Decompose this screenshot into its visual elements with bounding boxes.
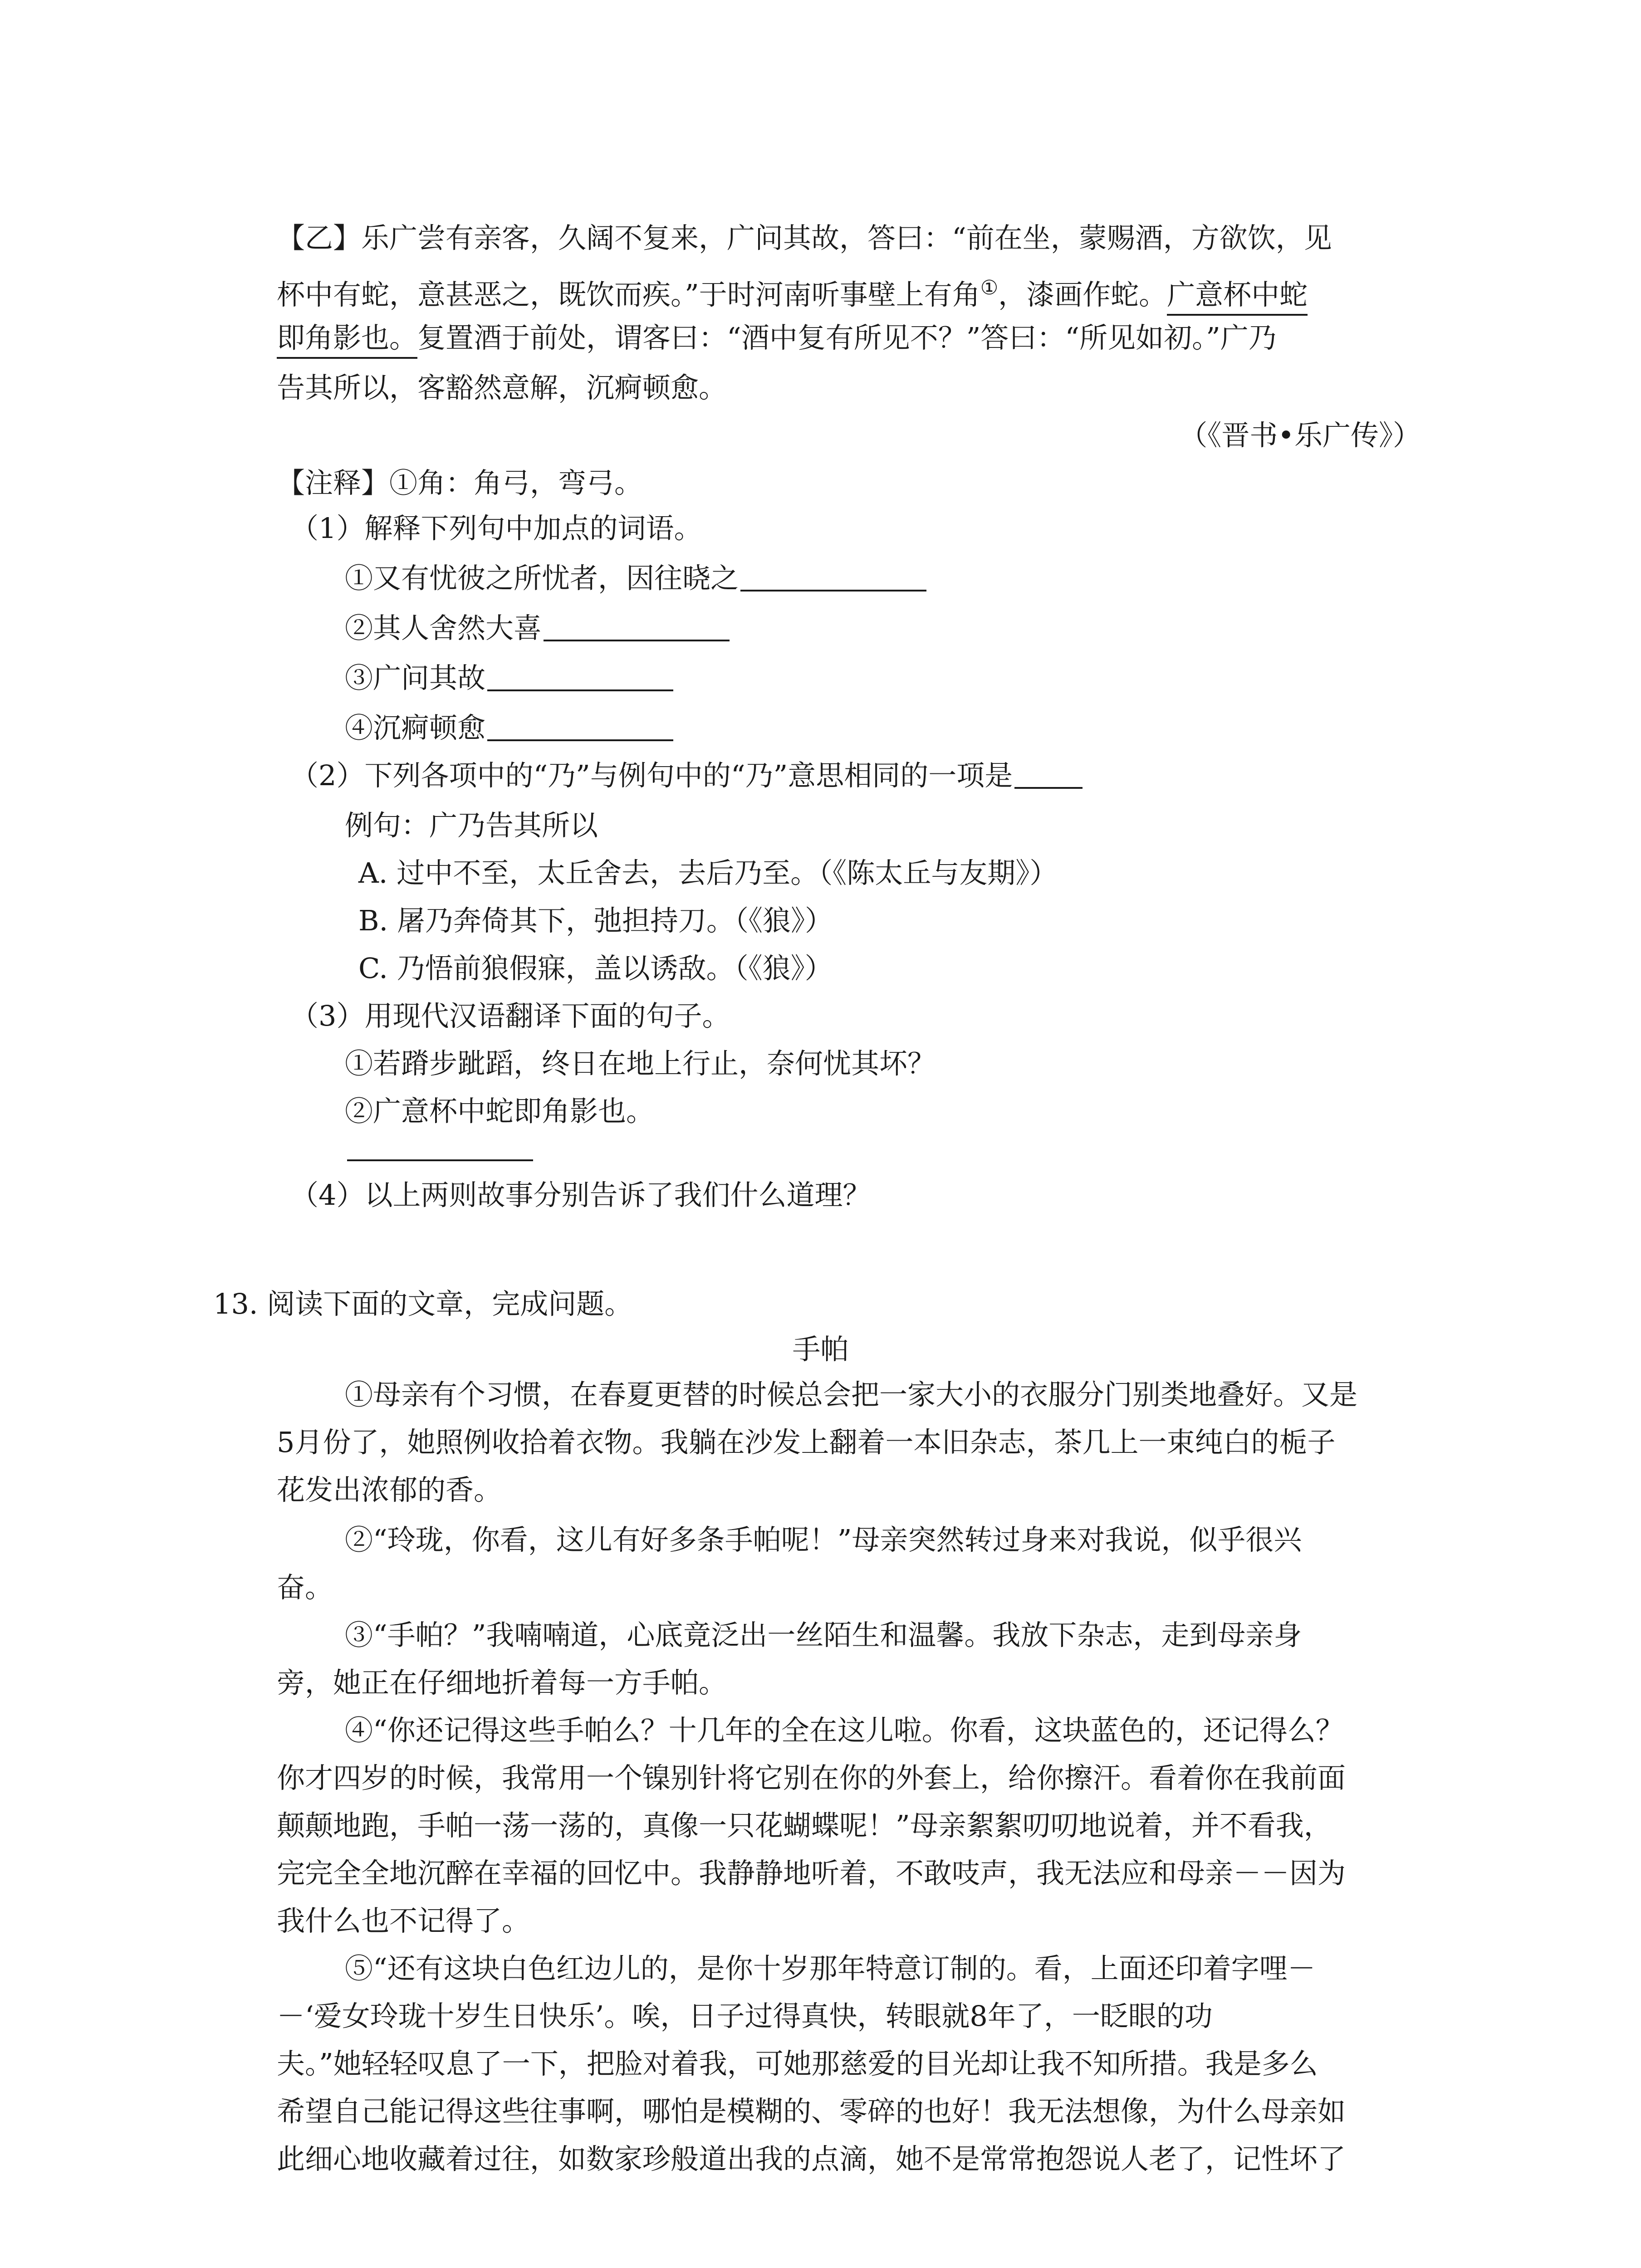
article-line: 希望自己能记得这些往事啊，哪怕是模糊的、零碎的也好！我无法想像，为什么母亲如 xyxy=(277,2095,1346,2128)
note-marker: ① xyxy=(980,276,999,299)
q2-prompt: （2）下列各项中的“乃”与例句中的“乃”意思相同的一项是 xyxy=(290,751,1083,801)
article-line: ②“玲珑，你看，这儿有好多条手帕呢！”母亲突然转过身来对我说，似乎很兴 xyxy=(345,1523,1302,1556)
article-line: ⑤“还有这块白色红边儿的，是你十岁那年特意订制的。看，上面还印着字哩－ xyxy=(345,1952,1316,1985)
q1-item-3: ③广问其故 xyxy=(345,653,673,703)
q2-option-c: C. 乃悟前狼假寐，盖以诱敌。（《狼》） xyxy=(358,952,833,985)
q2-option-a: A. 过中不至，太丘舍去，去后乃至。（《陈太丘与友期》） xyxy=(358,856,1058,890)
answer-blank[interactable] xyxy=(487,689,673,691)
q3-prompt: （3）用现代汉语翻译下面的句子。 xyxy=(290,999,730,1032)
passage-b-line-1: 【乙】乐广尝有亲客，久阔不复来，广问其故，答曰：“前在坐，蒙赐酒，方欲饮，见 xyxy=(277,221,1332,254)
answer-blank[interactable] xyxy=(1014,787,1083,789)
underlined-sentence-part2: 即角影也。 xyxy=(277,321,417,359)
q1-prompt: （1）解释下列句中加点的词语。 xyxy=(290,512,702,545)
article-line: －‘爱女玲珑十岁生日快乐’。唉，日子过得真快，转眼就8年了，一眨眼的功 xyxy=(277,1999,1213,2033)
q3-item-2: ②广意杯中蛇即角影也。 xyxy=(345,1095,655,1128)
q2-example: 例句：广乃告其所以 xyxy=(345,809,598,842)
answer-blank[interactable] xyxy=(740,589,926,591)
article-title: 手帕 xyxy=(792,1333,849,1366)
article-line: 完完全全地沉醉在幸福的回忆中。我静静地听着，不敢吱声，我无法应和母亲－－因为 xyxy=(277,1857,1346,1890)
article-line: 此细心地收藏着过往，如数家珍般道出我的点滴，她不是常常抱怨说人老了，记性坏了 xyxy=(277,2142,1346,2175)
q3-item-1: ①若蹐步跐蹈，终日在地上行止，奈何忧其坏？ xyxy=(345,1047,936,1080)
passage-b-line-2b: ，漆画作蛇。 xyxy=(998,278,1167,311)
q13-prompt: 13. 阅读下面的文章，完成问题。 xyxy=(213,1287,633,1320)
article-line: 你才四岁的时候，我常用一个镍别针将它别在你的外套上，给你擦汗。看着你在我前面 xyxy=(277,1761,1346,1794)
article-line: 夫。”她轻轻叹息了一下，把脸对着我，可她那慈爱的目光却让我不知所措。我是多么 xyxy=(277,2047,1318,2080)
article-line: ③“手帕？”我喃喃道，心底竟泛出一丝陌生和温馨。我放下杂志，走到母亲身 xyxy=(345,1618,1302,1652)
article-line: 旁，她正在仔细地折着每一方手帕。 xyxy=(277,1666,727,1699)
passage-b-line-2a: 杯中有蛇，意甚恶之，既饮而疾。”于时河南听事壁上有角 xyxy=(277,278,980,311)
passage-b-line-2 xyxy=(277,263,1308,320)
q1-item-2: ②其人舍然大喜 xyxy=(345,603,730,653)
article-line: 颠颠地跑，手帕一荡一荡的，真像一只花蝴蝶呢！”母亲絮絮叨叨地说着，并不看我， xyxy=(277,1809,1332,1842)
passage-b-line-3 xyxy=(277,313,1277,363)
article-line: ①母亲有个习惯，在春夏更替的时候总会把一家大小的衣服分门别类地叠好。又是 xyxy=(345,1378,1358,1411)
answer-blank[interactable] xyxy=(487,739,673,741)
q2-option-b: B. 屠乃奔倚其下，弛担持刀。（《狼》） xyxy=(358,904,833,937)
passage-b-line-3b: 复置酒于前处，谓客曰：“酒中复有所见不？”答曰：“所见如初。”广乃 xyxy=(417,321,1277,354)
q1-item-1: ①又有忧彼之所忧者，因往晓之 xyxy=(345,553,926,603)
underlined-sentence-part1: 广意杯中蛇 xyxy=(1167,278,1308,316)
annotation: 【注释】①角：角弓，弯弓。 xyxy=(277,466,643,499)
passage-b-source: （《晋书•乐广传》） xyxy=(1179,419,1421,452)
article-line: ④“你还记得这些手帕么？十几年的全在这儿啦。你看，这块蓝色的，还记得么？ xyxy=(345,1714,1344,1747)
answer-blank[interactable] xyxy=(347,1159,533,1161)
article-line: 花发出浓郁的香。 xyxy=(277,1473,502,1506)
article-line: 我什么也不记得了。 xyxy=(277,1904,530,1937)
article-line: 奋。 xyxy=(277,1571,333,1604)
q1-item-4: ④沉痾顿愈 xyxy=(345,703,673,753)
passage-b-line-4: 告其所以，客豁然意解，沉痾顿愈。 xyxy=(277,371,727,404)
q4-prompt: （4）以上两则故事分别告诉了我们什么道理？ xyxy=(290,1178,871,1212)
answer-blank[interactable] xyxy=(544,639,730,641)
article-line: 5月份了，她照例收拾着衣物。我躺在沙发上翻着一本旧杂志，茶几上一束纯白的栀子 xyxy=(277,1426,1336,1459)
